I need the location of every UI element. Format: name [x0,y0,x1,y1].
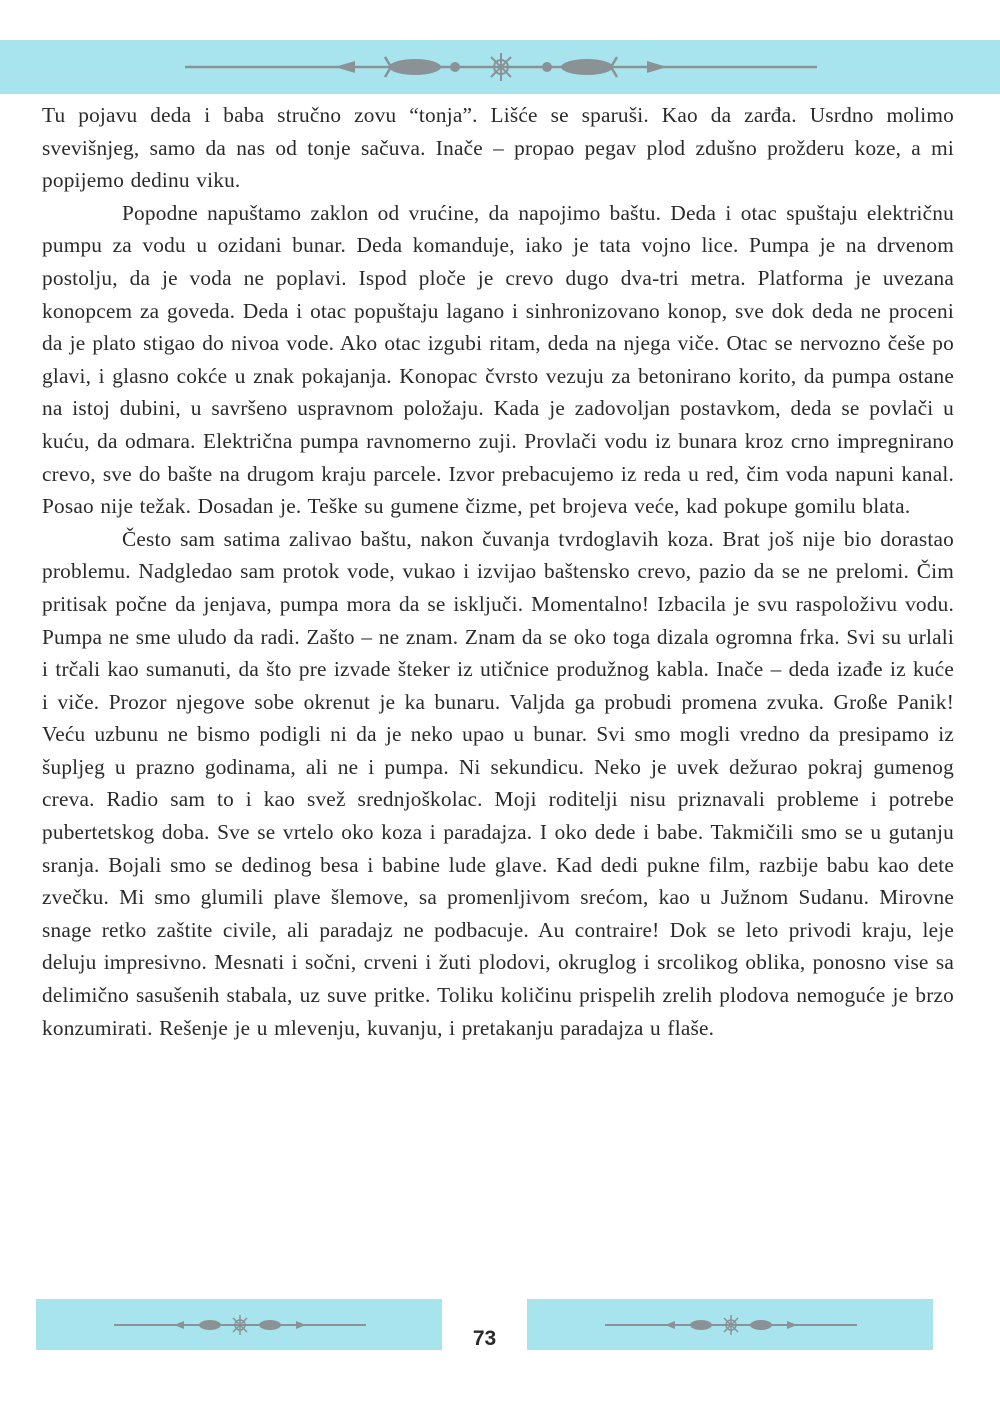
scroll-ornament-icon [185,53,817,81]
paragraph: Tu pojavu deda i baba stručno zovu “tonja”. Lišće se sparuši. Kao da zarđa. Usrdno molimo svevišnjeg, samo da nas od tonje sačuva. Inače – propao pegav plod zdušno prožderu koze, a mi popijemo dedinu viku. [42,103,954,193]
footer-band-right [527,1299,933,1350]
page-number: 73 [472,1327,497,1350]
scroll-ornament-icon [605,1313,857,1337]
header-band [0,40,1000,94]
paragraph: Popodne napuštamo zaklon od vrućine, da napojimo baštu. Deda i otac spuštaju električnu pumpu za vodu u ozidani bunar. Deda komanduje, iako je tata vojno lice. Pumpa je na drvenom postolju, da je voda ne poplavi. Ispod ploče je crevo dugo dva-tri metra. Platforma je uvezana konopcem za goveda. Deda i otac popuštaju lagano i sinhronizovano konop, sve dok deda ne proceni da je plato stigao do nivoa vode. Ako otac izgubi ritam, deda na njega viče. Otac se nervozno češe po glavi, i glasno cokće u znak pokajanja. Konopac čvrsto vezuju za betonirano korito, da pumpa ostane na istoj dubini, u savršeno uspravnom položaju. Kada je zadovoljan postavkom, deda se povlači u kuću, da odmara. Električna pumpa ravnomerno zuji. Provlači vodu iz bunara kroz crno impregnirano crevo, sve do bašte na drugom kraju parcele. Izvor prebacujemo iz reda u red, čim voda napuni kanal. Posao nije težak. Dosadan je. Teške su gumene čizme, pet brojeva veće, kad pokupe gomilu blata. [42,200,954,519]
scroll-ornament-icon [114,1313,366,1337]
paragraph: Često sam satima zalivao baštu, nakon čuvanja tvrdoglavih koza. Brat još nije bio dorastao problemu. Nadgledao sam protok vode, vukao i izvijao baštensko crevo, pazio da se ne prelomi. Čim pritisak počne da jenjava, pumpa mora da se isključi. Momentalno! Izbacila je svu raspoloživu vodu. Pumpa ne sme uludo da radi. Zašto – ne znam. Znam da se oko toga dizala ogromna frka. Svi su urlali i trčali kao sumanuti, da što pre izvade šteker iz utičnice produžnog kabla. Inače – deda izađe iz kuće i viče. Prozor njegove sobe okrenut je ka bunaru. Valjda ga probudi promena zvuka. Große Panik! Veću uzbunu ne bismo podigli ni da je neko upao u bunar. Svi smo mogli vredno da presipamo iz šupljeg u prazno godinama, ali ne i pumpa. Ni sekundicu. Neko je uvek dežurao pokraj gumenog creva. Radio sam to i kao svež srednjoškolac. Moji roditelji nisu priznavali probleme i potrebe pubertetskog doba. Sve se vrtelo oko koza i paradajza. I oko dede i babe. Takmičili smo se u gutanju sranja. Bojali smo se dedinog besa i babine lude glave. Kad dedi pukne film, razbije babu kao dete zvečku. Mi smo glumili plave šlemove, sa promenljivom srećom, kao u Južnom Sudanu. Mirovne snage retko zaštite civile, ali paradajz ne podbacuje. Au contraire! Dok se leto privodi kraju, leje deluju impresivno. Mesnati i sočni, crveni i žuti plodovi, okruglog i srcolikog oblika, ponosno vise sa delimično sasušenih stabala, uz suve pritke. Toliku količinu prispelih zrelih plodova nemoguće je brzo konzumirati. Rešenje je u mlevenju, kuvanju, i pretakanju paradajza u flaše. [42,526,954,1040]
body-text [42,99,954,1044]
footer-band-left [36,1299,442,1350]
